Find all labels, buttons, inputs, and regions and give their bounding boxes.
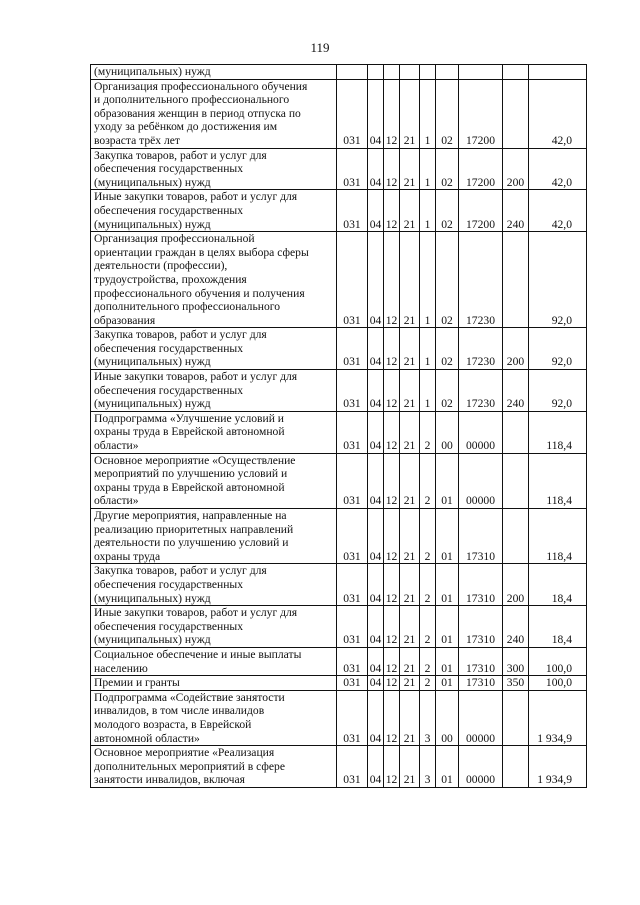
row-program xyxy=(400,65,420,80)
row-event: 01 xyxy=(436,564,459,606)
row-subprogram: 2 xyxy=(420,606,436,648)
row-name: Премии и гранты xyxy=(91,676,337,691)
table-row xyxy=(91,328,587,370)
row-program: 21 xyxy=(400,606,420,648)
row-subsection: 12 xyxy=(384,148,400,190)
page-number: 119 xyxy=(310,40,330,55)
row-subprogram: 1 xyxy=(420,328,436,370)
row-adm-code: 031 xyxy=(337,370,368,412)
row-direction: 17200 xyxy=(459,190,503,232)
row-adm-code: 031 xyxy=(337,190,368,232)
row-direction: 17310 xyxy=(459,509,503,564)
row-adm-code: 031 xyxy=(337,746,368,788)
row-event: 01 xyxy=(436,606,459,648)
row-adm-code: 031 xyxy=(337,676,368,691)
row-subprogram: 2 xyxy=(420,564,436,606)
row-name: Социальное обеспечение и иные выплаты населению xyxy=(91,647,337,675)
row-name: Закупка товаров, работ и услуг для обеспечения государственных (муниципальных) нужд xyxy=(91,148,337,190)
table-row xyxy=(91,232,587,328)
row-expense-type xyxy=(503,453,529,508)
row-expense-type: 300 xyxy=(503,647,529,675)
row-subprogram: 1 xyxy=(420,190,436,232)
row-amount: 18,4 xyxy=(529,606,587,648)
row-name: (муниципальных) нужд xyxy=(91,65,337,80)
row-name: Иные закупки товаров, работ и услуг для обеспечения государственных (муниципальных) нужд xyxy=(91,190,337,232)
row-adm-code xyxy=(337,65,368,80)
row-subsection: 12 xyxy=(384,676,400,691)
row-amount xyxy=(529,65,587,80)
row-program: 21 xyxy=(400,746,420,788)
row-program: 21 xyxy=(400,232,420,328)
row-adm-code: 031 xyxy=(337,453,368,508)
row-event: 02 xyxy=(436,370,459,412)
row-direction: 00000 xyxy=(459,411,503,453)
row-program: 21 xyxy=(400,564,420,606)
row-section: 04 xyxy=(368,370,384,412)
row-amount: 1 934,9 xyxy=(529,746,587,788)
row-amount: 92,0 xyxy=(529,370,587,412)
row-program: 21 xyxy=(400,690,420,745)
row-subprogram: 2 xyxy=(420,509,436,564)
row-expense-type xyxy=(503,79,529,148)
row-name: Организация профессионального обучения и дополнительного профессионального образования женщин в период отпуска по уходу за ребёнком до достижения им возраста трёх лет xyxy=(91,79,337,148)
row-subprogram: 1 xyxy=(420,79,436,148)
row-subprogram xyxy=(420,65,436,80)
row-amount: 1 934,9 xyxy=(529,690,587,745)
row-amount: 118,4 xyxy=(529,453,587,508)
row-section: 04 xyxy=(368,148,384,190)
table-row xyxy=(91,606,587,648)
row-subsection: 12 xyxy=(384,606,400,648)
row-expense-type xyxy=(503,65,529,80)
row-direction: 17230 xyxy=(459,370,503,412)
row-section: 04 xyxy=(368,328,384,370)
row-adm-code: 031 xyxy=(337,148,368,190)
row-program: 21 xyxy=(400,647,420,675)
row-direction: 17310 xyxy=(459,676,503,691)
row-expense-type: 200 xyxy=(503,148,529,190)
row-subprogram: 2 xyxy=(420,453,436,508)
row-event: 01 xyxy=(436,676,459,691)
row-section: 04 xyxy=(368,606,384,648)
row-adm-code: 031 xyxy=(337,509,368,564)
row-direction: 17200 xyxy=(459,148,503,190)
row-amount: 42,0 xyxy=(529,79,587,148)
row-event: 00 xyxy=(436,690,459,745)
row-expense-type xyxy=(503,690,529,745)
row-program: 21 xyxy=(400,190,420,232)
row-program: 21 xyxy=(400,509,420,564)
row-name: Закупка товаров, работ и услуг для обеспечения государственных (муниципальных) нужд xyxy=(91,328,337,370)
row-adm-code: 031 xyxy=(337,79,368,148)
row-event xyxy=(436,65,459,80)
row-subprogram: 2 xyxy=(420,411,436,453)
row-subsection: 12 xyxy=(384,411,400,453)
row-amount: 100,0 xyxy=(529,647,587,675)
row-expense-type: 240 xyxy=(503,370,529,412)
row-subsection: 12 xyxy=(384,746,400,788)
budget-table xyxy=(90,64,587,788)
row-expense-type: 240 xyxy=(503,190,529,232)
row-adm-code: 031 xyxy=(337,690,368,745)
row-program: 21 xyxy=(400,370,420,412)
row-subprogram: 2 xyxy=(420,676,436,691)
row-event: 00 xyxy=(436,411,459,453)
row-direction xyxy=(459,65,503,80)
row-event: 02 xyxy=(436,190,459,232)
row-section: 04 xyxy=(368,232,384,328)
row-name: Подпрограмма «Содействие занятости инвалидов, в том числе инвалидов молодого возраста, в Еврейской автономной области» xyxy=(91,690,337,745)
row-adm-code: 031 xyxy=(337,328,368,370)
row-subsection: 12 xyxy=(384,509,400,564)
row-amount: 92,0 xyxy=(529,328,587,370)
row-name: Иные закупки товаров, работ и услуг для обеспечения государственных (муниципальных) нужд xyxy=(91,370,337,412)
row-name: Другие мероприятия, направленные на реализацию приоритетных направлений деятельности по улучшению условий и охраны труда xyxy=(91,509,337,564)
row-subsection: 12 xyxy=(384,564,400,606)
row-direction: 17310 xyxy=(459,647,503,675)
row-expense-type xyxy=(503,411,529,453)
table-row xyxy=(91,564,587,606)
table-row xyxy=(91,453,587,508)
row-subsection: 12 xyxy=(384,190,400,232)
row-section: 04 xyxy=(368,647,384,675)
row-amount: 42,0 xyxy=(529,190,587,232)
table-row xyxy=(91,79,587,148)
row-subsection: 12 xyxy=(384,232,400,328)
row-direction: 00000 xyxy=(459,453,503,508)
row-event: 01 xyxy=(436,647,459,675)
row-expense-type xyxy=(503,746,529,788)
row-section: 04 xyxy=(368,509,384,564)
row-program: 21 xyxy=(400,328,420,370)
row-name: Иные закупки товаров, работ и услуг для обеспечения государственных (муниципальных) нужд xyxy=(91,606,337,648)
row-program: 21 xyxy=(400,79,420,148)
row-expense-type xyxy=(503,232,529,328)
row-amount: 18,4 xyxy=(529,564,587,606)
row-subprogram: 1 xyxy=(420,232,436,328)
row-direction: 17310 xyxy=(459,606,503,648)
row-direction: 00000 xyxy=(459,746,503,788)
row-subsection: 12 xyxy=(384,453,400,508)
table-row xyxy=(91,190,587,232)
table-row xyxy=(91,690,587,745)
row-adm-code: 031 xyxy=(337,647,368,675)
row-amount: 42,0 xyxy=(529,148,587,190)
row-name: Основное мероприятие «Реализация дополнительных мероприятий в сфере занятости инвалидов, включая xyxy=(91,746,337,788)
row-name: Основное мероприятие «Осуществление мероприятий по улучшению условий и охраны труда в Еврейской автономной области» xyxy=(91,453,337,508)
table-row xyxy=(91,411,587,453)
row-amount: 118,4 xyxy=(529,411,587,453)
row-expense-type: 200 xyxy=(503,328,529,370)
table-row xyxy=(91,676,587,691)
row-subsection: 12 xyxy=(384,690,400,745)
row-expense-type: 200 xyxy=(503,564,529,606)
row-name: Подпрограмма «Улучшение условий и охраны труда в Еврейской автономной области» xyxy=(91,411,337,453)
row-amount: 92,0 xyxy=(529,232,587,328)
row-event: 02 xyxy=(436,232,459,328)
row-subprogram: 3 xyxy=(420,746,436,788)
row-program: 21 xyxy=(400,676,420,691)
row-direction: 17230 xyxy=(459,328,503,370)
row-event: 01 xyxy=(436,746,459,788)
row-expense-type: 350 xyxy=(503,676,529,691)
row-event: 02 xyxy=(436,328,459,370)
row-section: 04 xyxy=(368,453,384,508)
row-program: 21 xyxy=(400,148,420,190)
row-section xyxy=(368,65,384,80)
row-program: 21 xyxy=(400,453,420,508)
row-subprogram: 1 xyxy=(420,370,436,412)
row-name: Организация профессиональной ориентации граждан в целях выбора сферы деятельности (профессии), трудоустройства, прохождения профессионального обучения и получения дополнительного профессионального образования xyxy=(91,232,337,328)
row-name: Закупка товаров, работ и услуг для обеспечения государственных (муниципальных) нужд xyxy=(91,564,337,606)
row-subsection xyxy=(384,65,400,80)
table-row xyxy=(91,148,587,190)
table-row xyxy=(91,509,587,564)
row-subsection: 12 xyxy=(384,79,400,148)
row-section: 04 xyxy=(368,690,384,745)
row-section: 04 xyxy=(368,411,384,453)
row-subprogram: 1 xyxy=(420,148,436,190)
row-event: 01 xyxy=(436,453,459,508)
table-row xyxy=(91,370,587,412)
row-section: 04 xyxy=(368,676,384,691)
row-event: 01 xyxy=(436,509,459,564)
row-event: 02 xyxy=(436,79,459,148)
table-body xyxy=(91,65,587,788)
table-row xyxy=(91,746,587,788)
row-section: 04 xyxy=(368,746,384,788)
row-adm-code: 031 xyxy=(337,411,368,453)
row-subsection: 12 xyxy=(384,328,400,370)
table-row xyxy=(91,65,587,80)
row-direction: 00000 xyxy=(459,690,503,745)
row-direction: 17230 xyxy=(459,232,503,328)
row-subsection: 12 xyxy=(384,647,400,675)
row-program: 21 xyxy=(400,411,420,453)
row-adm-code: 031 xyxy=(337,564,368,606)
row-section: 04 xyxy=(368,79,384,148)
row-adm-code: 031 xyxy=(337,606,368,648)
row-amount: 100,0 xyxy=(529,676,587,691)
row-section: 04 xyxy=(368,190,384,232)
row-section: 04 xyxy=(368,564,384,606)
row-direction: 17200 xyxy=(459,79,503,148)
table-row xyxy=(91,647,587,675)
row-expense-type: 240 xyxy=(503,606,529,648)
row-direction: 17310 xyxy=(459,564,503,606)
row-expense-type xyxy=(503,509,529,564)
row-subsection: 12 xyxy=(384,370,400,412)
row-event: 02 xyxy=(436,148,459,190)
row-subprogram: 3 xyxy=(420,690,436,745)
row-amount: 118,4 xyxy=(529,509,587,564)
row-adm-code: 031 xyxy=(337,232,368,328)
row-subprogram: 2 xyxy=(420,647,436,675)
